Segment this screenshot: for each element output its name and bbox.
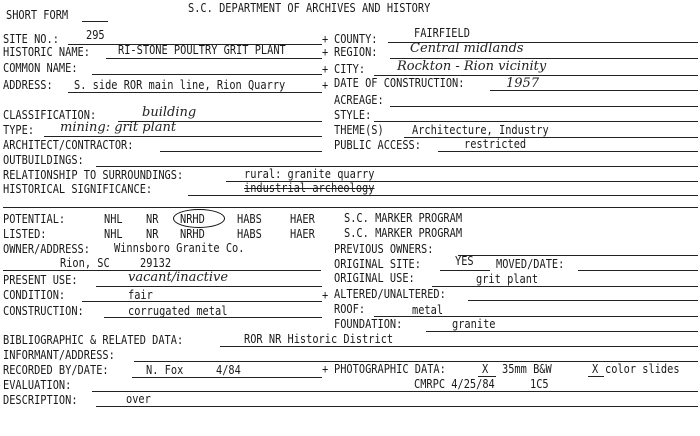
roof-value[interactable]: metal xyxy=(412,303,444,317)
themes-value[interactable]: Architecture, Industry xyxy=(412,123,549,137)
date-construction-line xyxy=(490,90,698,91)
moved-date-label: MOVED/DATE: xyxy=(496,257,565,271)
photo-bw-label: 35mm B&W xyxy=(502,362,552,376)
description-value[interactable]: over xyxy=(126,392,151,406)
site-no-label: SITE NO.: xyxy=(3,32,59,46)
date-construction-label: DATE OF CONSTRUCTION: xyxy=(334,76,465,90)
recorded-line xyxy=(132,377,322,378)
present-use-value[interactable]: vacant/inactive xyxy=(128,270,229,285)
section-divider xyxy=(3,207,698,208)
relationship-value[interactable]: rural: granite quarry xyxy=(244,167,375,181)
cmrpc-value[interactable]: CMRPC 4/25/84 xyxy=(414,377,495,391)
evaluation-label: EVALUATION: xyxy=(3,378,72,392)
classification-value[interactable]: building xyxy=(142,105,197,120)
type-line xyxy=(44,136,322,137)
photo-color-mark[interactable]: X xyxy=(592,362,599,376)
type-value[interactable]: mining: grit plant xyxy=(60,120,177,135)
construction-line xyxy=(104,317,322,318)
county-value[interactable]: FAIRFIELD xyxy=(414,26,470,40)
photo-color-label: color slides xyxy=(605,362,680,376)
listed-habs[interactable]: HABS xyxy=(237,227,262,241)
description-label: DESCRIPTION: xyxy=(3,393,78,407)
photo-bw-mark[interactable]: X xyxy=(482,362,489,376)
significance-value[interactable]: industrial archeology xyxy=(244,181,375,195)
construction-value[interactable]: corrugated metal xyxy=(128,304,228,318)
address-label: ADDRESS: xyxy=(3,78,53,92)
condition-line xyxy=(82,301,322,302)
common-name-label: COMMON NAME: xyxy=(3,61,78,75)
construction-label: CONSTRUCTION: xyxy=(3,304,84,318)
owner-zip[interactable]: 29132 xyxy=(140,256,172,270)
address-value[interactable]: S. side ROR main line, Rion Quarry xyxy=(74,78,286,92)
public-access-value[interactable]: restricted xyxy=(464,137,527,151)
public-access-label: PUBLIC ACCESS: xyxy=(334,138,421,152)
style-line xyxy=(374,121,698,122)
photo-label: PHOTOGRAPHIC DATA: xyxy=(334,362,446,376)
relationship-label: RELATIONSHIP TO SURROUNDINGS: xyxy=(3,168,184,182)
historic-name-line xyxy=(106,58,322,59)
plus-sign: + xyxy=(322,32,329,46)
acreage-label: ACREAGE: xyxy=(334,93,384,107)
roof-line xyxy=(374,316,698,317)
previous-owners-line xyxy=(458,255,698,256)
city-value[interactable]: Rockton - Rion vicinity xyxy=(397,59,547,74)
recorded-date-value[interactable]: 4/84 xyxy=(216,363,241,377)
listed-nrhd[interactable]: NRHD xyxy=(180,227,205,241)
owner-name[interactable]: Winnsboro Granite Co. xyxy=(114,241,245,255)
biblio-line xyxy=(220,346,698,347)
region-label: REGION: xyxy=(334,45,378,59)
potential-haer[interactable]: HAER xyxy=(290,212,315,226)
recorded-label: RECORDED BY/DATE: xyxy=(3,363,109,377)
potential-nhl[interactable]: NHL xyxy=(104,212,123,226)
previous-owners-label: PREVIOUS OWNERS: xyxy=(334,242,434,256)
common-name-line xyxy=(92,74,322,75)
owner-city[interactable]: Rion, SC xyxy=(60,256,110,270)
original-use-value[interactable]: grit plant xyxy=(476,272,539,286)
condition-label: CONDITION: xyxy=(3,288,66,302)
potential-marker[interactable]: S.C. MARKER PROGRAM xyxy=(344,211,463,225)
listed-haer[interactable]: HAER xyxy=(290,227,315,241)
historic-name-label: HISTORIC NAME: xyxy=(3,45,90,59)
foundation-line xyxy=(426,331,698,332)
roof-label: ROOF: xyxy=(334,302,366,316)
foundation-value[interactable]: granite xyxy=(452,317,496,331)
foundation-label: FOUNDATION: xyxy=(334,317,403,331)
plus-sign: + xyxy=(322,78,329,92)
themes-line xyxy=(404,137,698,138)
plus-sign: + xyxy=(322,362,329,376)
plus-sign: + xyxy=(322,62,329,76)
outbuildings-line xyxy=(96,166,698,167)
county-label: COUNTY: xyxy=(334,32,378,46)
potential-label: POTENTIAL: xyxy=(3,212,66,226)
present-use-label: PRESENT USE: xyxy=(3,273,78,287)
architect-label: ARCHITECT/CONTRACTOR: xyxy=(3,138,134,152)
listed-nr[interactable]: NR xyxy=(146,227,159,241)
short-form-label: SHORT FORM xyxy=(6,8,69,22)
biblio-label: BIBLIOGRAPHIC & RELATED DATA: xyxy=(3,333,184,347)
style-label: STYLE: xyxy=(334,108,372,122)
original-site-line xyxy=(440,270,490,271)
description-line xyxy=(96,406,698,407)
acreage-line xyxy=(390,106,698,107)
themes-label: THEME(S) xyxy=(334,123,384,137)
nrhd-circle-mark xyxy=(173,209,225,228)
region-value[interactable]: Central midlands xyxy=(410,41,524,56)
address-line xyxy=(68,92,322,93)
site-no-value[interactable]: 295 xyxy=(86,28,105,42)
altered-line xyxy=(468,300,698,301)
original-use-label: ORIGINAL USE: xyxy=(334,271,415,285)
classification-label: CLASSIFICATION: xyxy=(3,108,97,122)
plus-sign: + xyxy=(322,45,329,59)
public-access-line xyxy=(438,151,698,152)
original-site-value[interactable]: YES xyxy=(455,254,474,268)
outbuildings-label: OUTBUILDINGS: xyxy=(3,153,84,167)
potential-nrhd[interactable]: NRHD xyxy=(180,212,205,226)
condition-value[interactable]: fair xyxy=(128,288,153,302)
significance-label: HISTORICAL SIGNIFICANCE: xyxy=(3,182,153,196)
listed-marker[interactable]: S.C. MARKER PROGRAM xyxy=(344,226,463,240)
potential-habs[interactable]: HABS xyxy=(237,212,262,226)
altered-label: ALTERED/UNALTERED: xyxy=(334,287,446,301)
agency-title: S.C. DEPARTMENT OF ARCHIVES AND HISTORY xyxy=(188,1,431,15)
frame-value[interactable]: 1C5 xyxy=(530,377,549,391)
type-label: TYPE: xyxy=(3,123,35,137)
biblio-value[interactable]: ROR NR Historic District xyxy=(244,332,394,346)
photo-color-line xyxy=(588,376,604,377)
historic-name-value[interactable]: RI-STONE POULTRY GRIT PLANT xyxy=(118,43,286,57)
informant-label: INFORMANT/ADDRESS: xyxy=(3,348,115,362)
potential-nr[interactable]: NR xyxy=(146,212,159,226)
architect-line xyxy=(160,151,322,152)
evaluation-line xyxy=(92,391,698,392)
moved-date-line xyxy=(578,270,698,271)
significance-line xyxy=(188,195,698,196)
plus-sign: + xyxy=(322,288,329,302)
city-label: CITY: xyxy=(334,62,366,76)
recorded-by-value[interactable]: N. Fox xyxy=(146,363,184,377)
date-construction-value[interactable]: 1957 xyxy=(506,76,540,91)
original-site-label: ORIGINAL SITE: xyxy=(334,257,421,271)
listed-label: LISTED: xyxy=(3,227,47,241)
listed-nhl[interactable]: NHL xyxy=(104,227,123,241)
owner-label: OWNER/ADDRESS: xyxy=(3,242,90,256)
short-form-line xyxy=(82,21,108,22)
present-use-line xyxy=(96,286,322,287)
original-use-line xyxy=(432,286,698,287)
